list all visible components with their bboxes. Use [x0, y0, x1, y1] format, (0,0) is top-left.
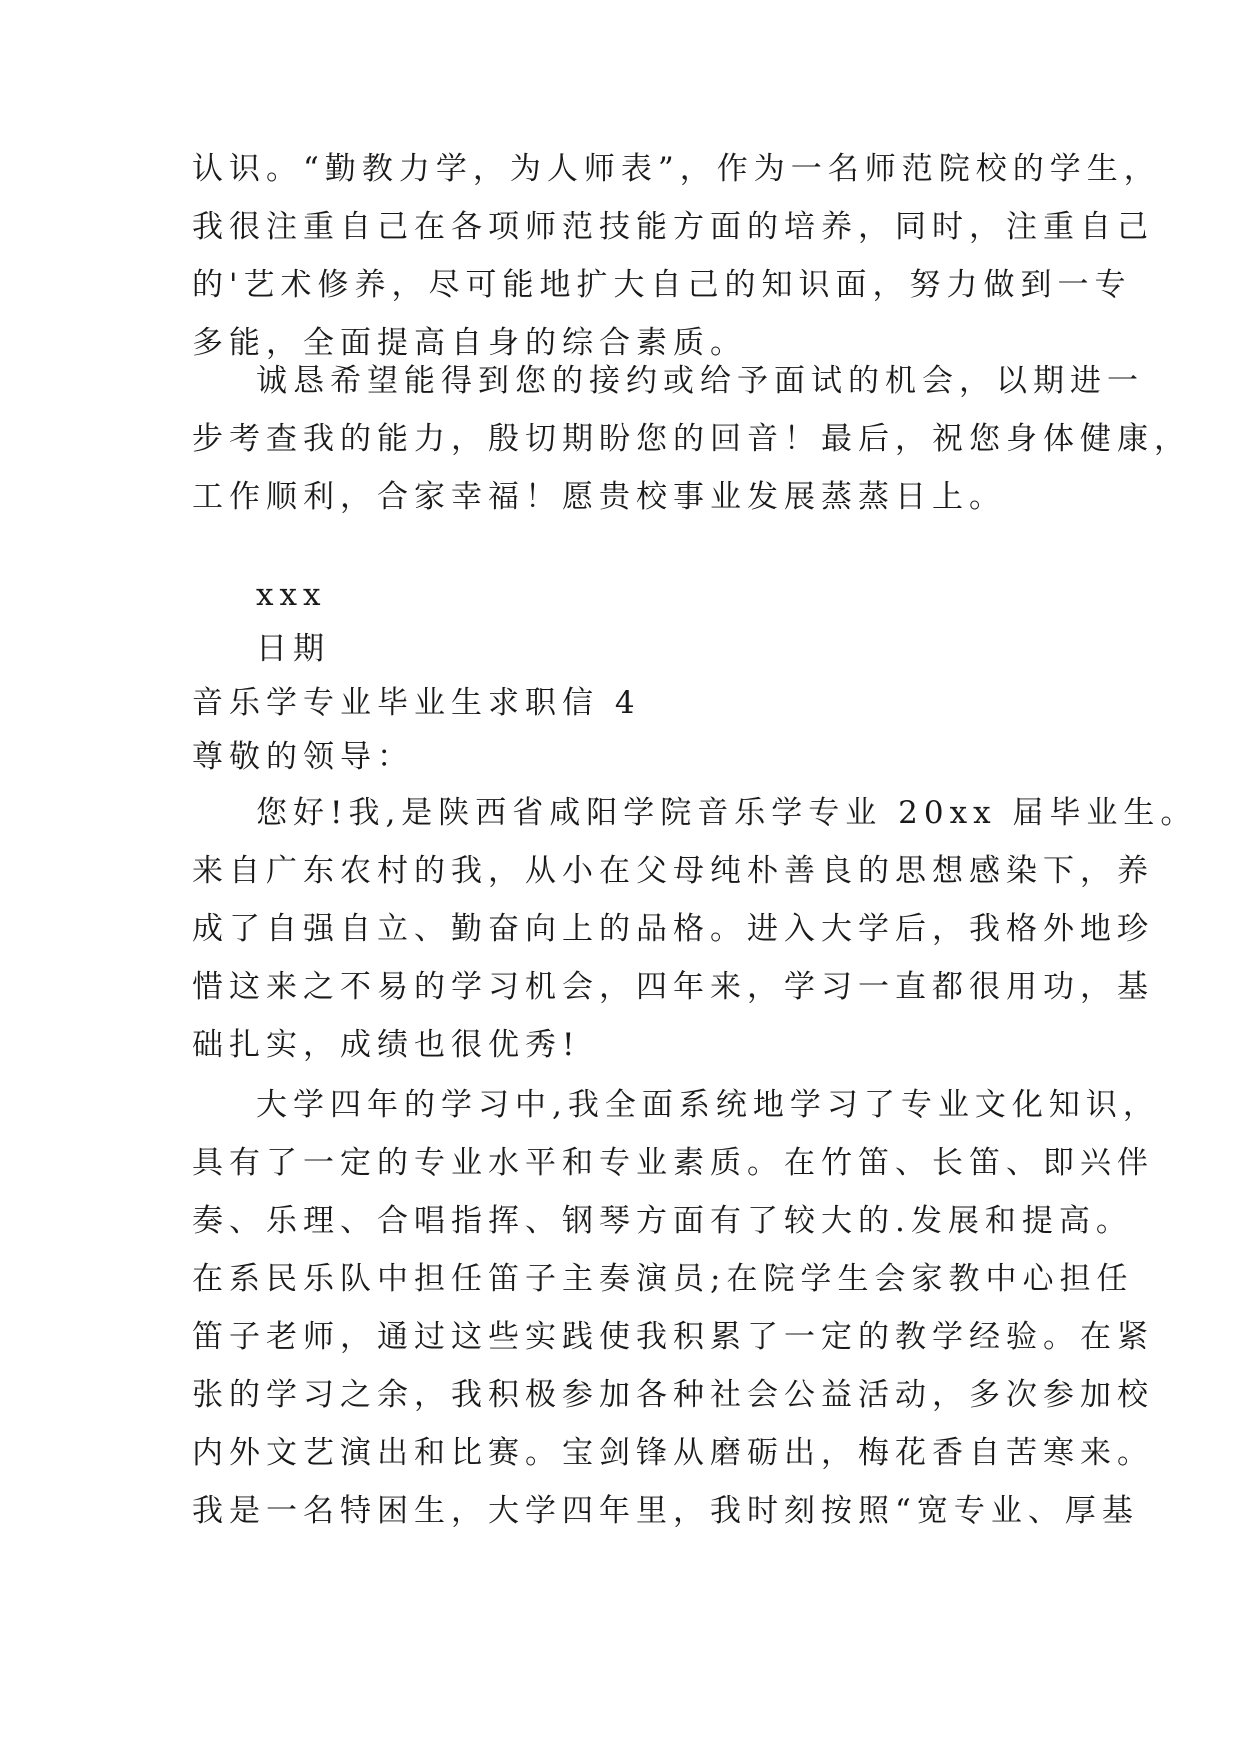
text-line: 笛子老师，通过这些实践使我积累了一定的教学经验。在紧 [192, 1319, 1154, 1355]
text-line: 我很注重自己在各项师范技能方面的培养，同时，注重自己 [192, 209, 1154, 245]
letter-title [192, 674, 1092, 732]
text-line: 内外文艺演出和比赛。宝剑锋从磨砺出，梅花香自苦寒来。 [192, 1435, 1154, 1471]
text-line: 惜这来之不易的学习机会，四年来，学习一直都很用功，基 [192, 969, 1154, 1005]
text-line: 诚恳希望能得到您的接约或给予面试的机会，以期进一 [256, 363, 1144, 399]
paragraph-study [192, 1076, 1160, 1540]
signature-date-text: 日期 [256, 631, 330, 667]
text-line: 来自广东农村的我，从小在父母纯朴善良的思想感染下，养 [192, 853, 1154, 889]
salutation-text: 尊敬的领导： [192, 739, 414, 775]
text-line: 我是一名特困生，大学四年里，我时刻按照“宽专业、厚基 [192, 1493, 1139, 1529]
signature-name [192, 566, 1092, 624]
text-line: 的'艺术修养，尽可能地扩大自己的知识面，努力做到一专 [192, 267, 1132, 303]
text-line: 在系民乐队中担任笛子主奏演员;在院学生会家教中心担任 [192, 1261, 1134, 1297]
text-line: 大学四年的学习中,我全面系统地学习了专业文化知识， [256, 1087, 1160, 1123]
paragraph-hope [192, 352, 1191, 526]
text-line: 张的学习之余，我积极参加各种社会公益活动，多次参加校 [192, 1377, 1154, 1413]
letter-title-text: 音乐学专业毕业生求职信 4 [192, 685, 641, 721]
text-line: 成了自强自立、勤奋向上的品格。进入大学后，我格外地珍 [192, 911, 1154, 947]
paragraph-previous-end [192, 140, 1161, 372]
text-line: 具有了一定的专业水平和专业素质。在竹笛、长笛、即兴伴 [192, 1145, 1154, 1181]
text-line: 步考查我的能力，殷切期盼您的回音！最后，祝您身体健康， [192, 421, 1191, 457]
paragraph-intro [192, 784, 1198, 1074]
text-line: 础扎实，成绩也很优秀! [192, 1027, 581, 1063]
signature-name-text: xxx [256, 577, 327, 613]
text-line: 多能，全面提高自身的综合素质。 [192, 325, 747, 361]
text-line: 认识。“勤教力学，为人师表”，作为一名师范院校的学生， [192, 151, 1161, 187]
text-line: 奏、乐理、合唱指挥、钢琴方面有了较大的.发展和提高。 [192, 1203, 1133, 1239]
signature-date [192, 620, 1092, 678]
text-line: 您好!我,是陕西省咸阳学院音乐学专业 20xx 届毕业生。 [256, 795, 1198, 831]
salutation [192, 728, 1092, 786]
text-line: 工作顺利，合家幸福！愿贵校事业发展蒸蒸日上。 [192, 479, 1006, 515]
